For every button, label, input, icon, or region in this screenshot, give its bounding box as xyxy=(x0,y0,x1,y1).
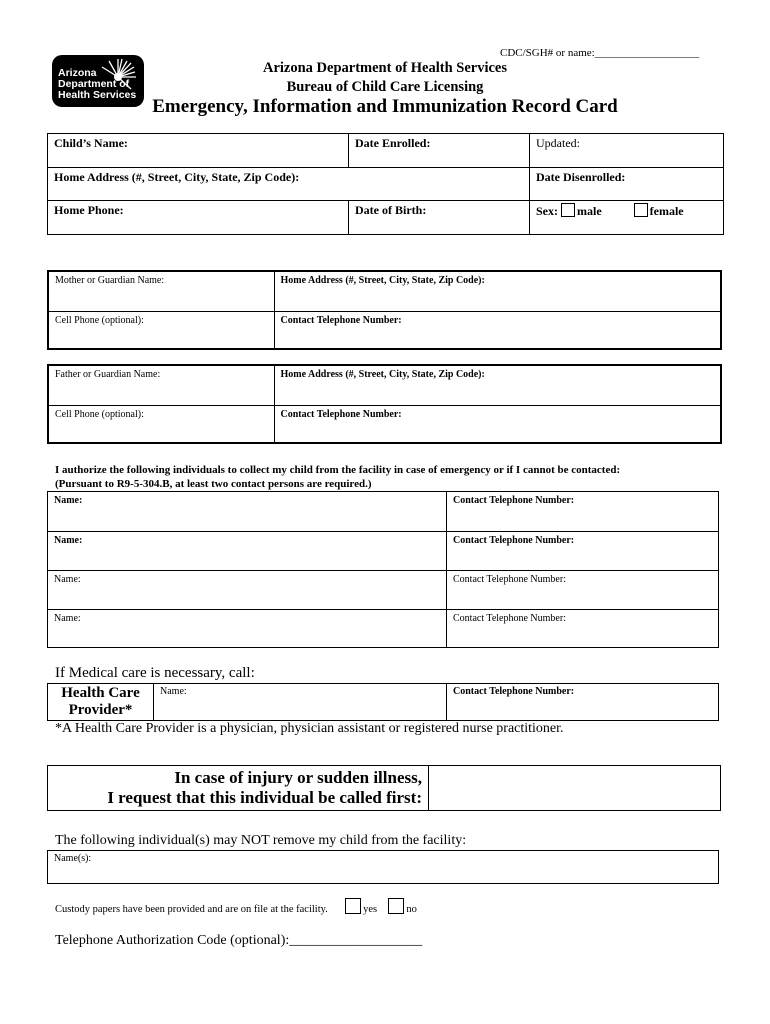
mother-table xyxy=(47,270,722,350)
home-phone-field[interactable]: Home Phone: xyxy=(48,201,349,235)
authorize-text xyxy=(55,463,725,491)
female-label: female xyxy=(649,204,684,218)
date-disenrolled-field[interactable]: Date Disenrolled: xyxy=(530,168,724,201)
not-remove-table xyxy=(47,850,719,884)
first-contact-field[interactable] xyxy=(429,766,721,811)
medical-intro: If Medical care is necessary, call: xyxy=(55,665,255,681)
health-care-provider-label: Health Care Provider* xyxy=(48,684,154,721)
custody-text: Custody papers have been provided and are on file at the facility. xyxy=(55,904,328,915)
logo-line-1: Arizona xyxy=(58,67,97,79)
authorized-contacts-table xyxy=(47,491,719,648)
cdc-name-label: CDC/SGH# or name:___________________ xyxy=(500,47,700,59)
custody-yes-label: yes xyxy=(363,904,378,915)
mother-address-field[interactable]: Home Address (#, Street, City, State, Zip Code): xyxy=(274,271,721,311)
male-checkbox[interactable] xyxy=(561,203,575,217)
provider-name-field[interactable]: Name: xyxy=(154,684,447,721)
health-provider-table xyxy=(47,683,719,721)
father-cell-field[interactable]: Cell Phone (optional): xyxy=(48,405,274,443)
page-title: Emergency, Information and Immunization Record Card xyxy=(152,96,618,117)
contact-phone-field[interactable]: Contact Telephone Number: xyxy=(447,571,719,610)
father-name-field[interactable]: Father or Guardian Name: xyxy=(48,365,274,405)
contact-name-field[interactable]: Name: xyxy=(48,610,447,648)
logo-line-2: Department of xyxy=(58,78,130,90)
father-contact-field[interactable]: Contact Telephone Number: xyxy=(274,405,721,443)
mother-name-field[interactable]: Mother or Guardian Name: xyxy=(48,271,274,311)
custody-no-label: no xyxy=(406,904,417,915)
bureau-name: Bureau of Child Care Licensing xyxy=(286,79,484,95)
child-info-table xyxy=(47,133,724,235)
custody-no-checkbox[interactable] xyxy=(388,898,404,914)
date-enrolled-field[interactable]: Date Enrolled: xyxy=(349,134,530,168)
custody-yes-checkbox[interactable] xyxy=(345,898,361,914)
authorize-line-1: I authorize the following individuals to collect my child from the facility in case of emergency or if I cannot be contacted: xyxy=(55,464,621,476)
not-remove-intro: The following individual(s) may NOT remove my child from the facility: xyxy=(55,833,467,848)
provider-phone-field[interactable]: Contact Telephone Number: xyxy=(447,684,719,721)
contact-phone-field[interactable]: Contact Telephone Number: xyxy=(447,492,719,532)
sex-field: Sex: male female xyxy=(530,201,724,235)
mother-cell-field[interactable]: Cell Phone (optional): xyxy=(48,311,274,349)
female-checkbox[interactable] xyxy=(634,203,648,217)
logo-line-3: Health Services xyxy=(58,89,137,101)
child-name-field[interactable]: Child’s Name: xyxy=(48,134,349,168)
telephone-auth-code[interactable]: Telephone Authorization Code (optional):___________________ xyxy=(55,933,423,948)
agency-name: Arizona Department of Health Services xyxy=(262,60,508,76)
injury-table xyxy=(47,765,721,811)
male-label: male xyxy=(577,204,602,218)
mother-contact-field[interactable]: Contact Telephone Number: xyxy=(274,311,721,349)
home-address-field[interactable]: Home Address (#, Street, City, State, Zip Code): xyxy=(48,168,530,201)
authorize-line-2: (Pursuant to R9-5-304.B, at least two contact persons are required.) xyxy=(55,478,372,490)
contact-phone-field[interactable]: Contact Telephone Number: xyxy=(447,532,719,571)
custody-row xyxy=(55,898,417,915)
injury-label: In case of injury or sudden illness, I request that this individual be called first: xyxy=(48,766,429,811)
contact-name-field[interactable]: Name: xyxy=(48,571,447,610)
date-of-birth-field[interactable]: Date of Birth: xyxy=(349,201,530,235)
father-address-field[interactable]: Home Address (#, Street, City, State, Zip Code): xyxy=(274,365,721,405)
contact-name-field[interactable]: Name: xyxy=(48,492,447,532)
provider-footnote: *A Health Care Provider is a physician, physician assistant or registered nurse practitioner. xyxy=(55,721,564,736)
father-table xyxy=(47,364,722,444)
contact-phone-field[interactable]: Contact Telephone Number: xyxy=(447,610,719,648)
restricted-names-field[interactable]: Name(s): xyxy=(48,851,719,884)
updated-field[interactable]: Updated: xyxy=(530,134,724,168)
contact-name-field[interactable]: Name: xyxy=(48,532,447,571)
